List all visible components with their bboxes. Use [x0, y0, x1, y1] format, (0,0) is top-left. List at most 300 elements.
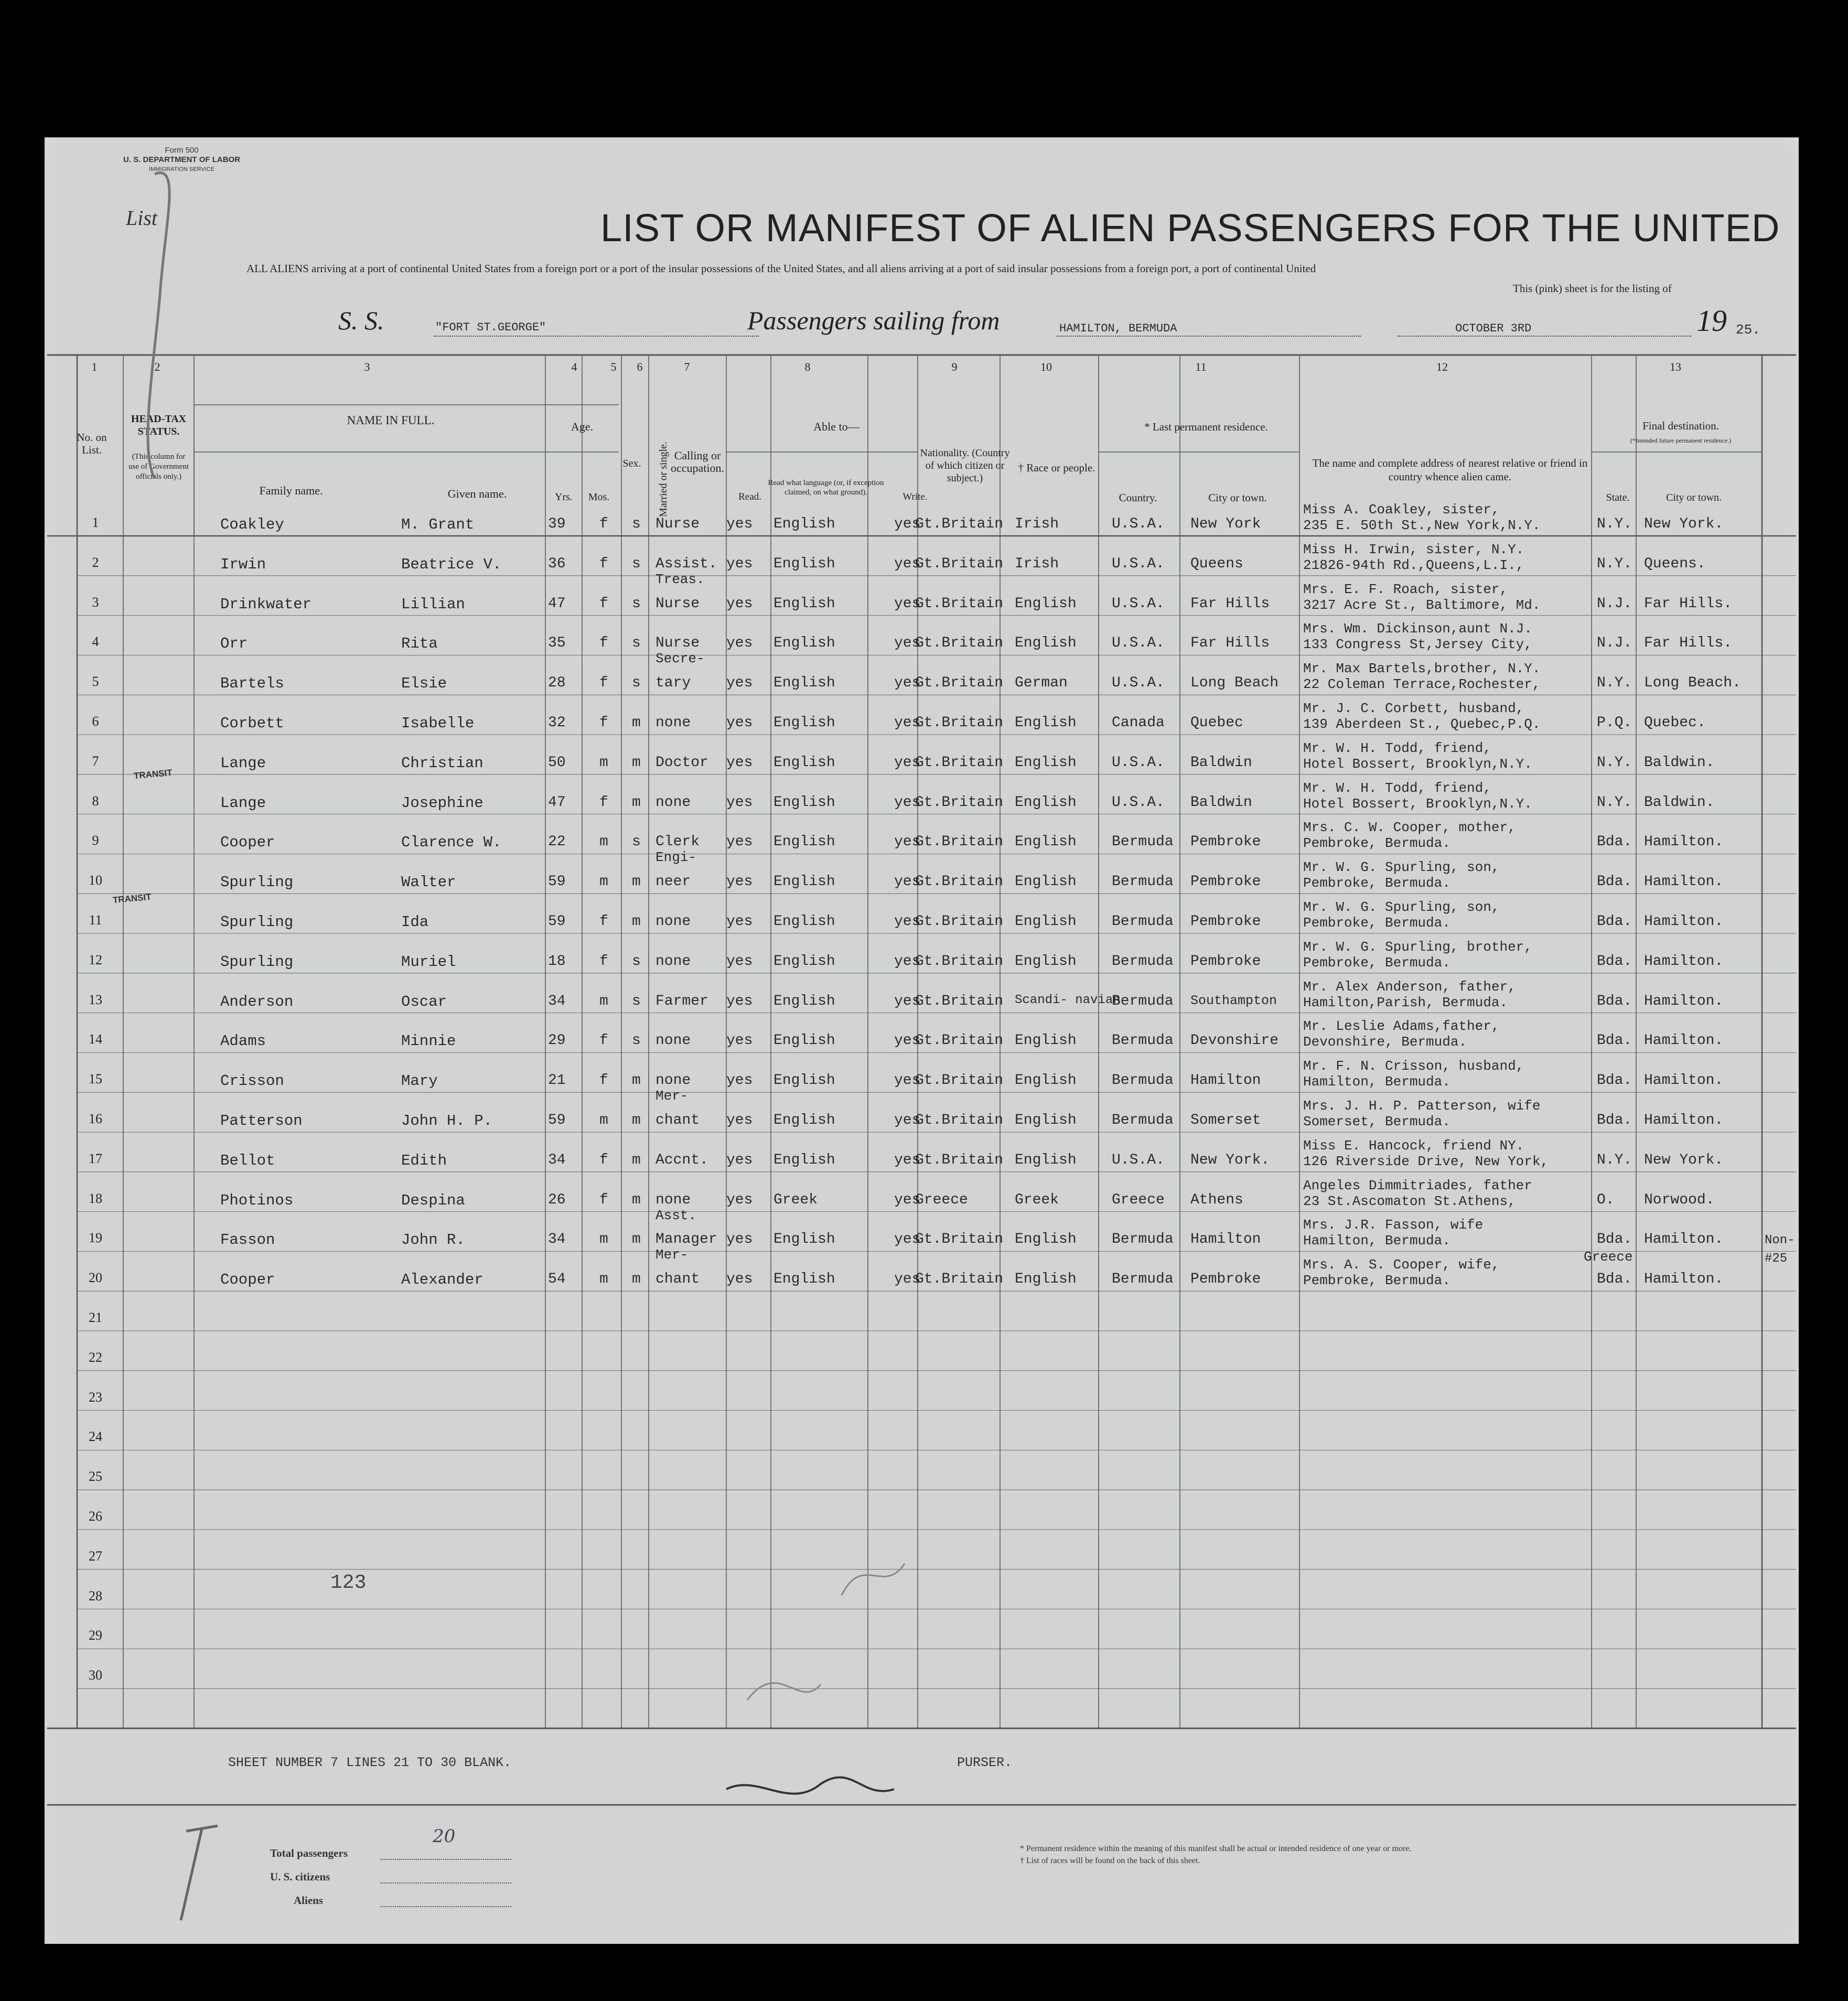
passenger-family-name: Orr: [220, 635, 248, 653]
passenger-dest-city: Norwood.: [1644, 1191, 1715, 1208]
passenger-given-name: Despina: [401, 1191, 465, 1209]
passenger-language: English: [773, 555, 835, 572]
head-tax-note: (This column for use of Government officials only.): [128, 453, 189, 481]
row-number: 28: [89, 1588, 102, 1604]
column-number: 8: [804, 360, 811, 373]
relative-address: 21826-94th Rd.,Queens,L.I.,: [1303, 557, 1524, 573]
passenger-race: English: [1015, 953, 1077, 970]
relative-name: Miss H. Irwin, sister, N.Y.: [1303, 541, 1524, 557]
passenger-city: Devonshire: [1190, 1032, 1279, 1049]
row-number: 4: [92, 634, 99, 650]
passenger-language: English: [773, 675, 835, 692]
transit-stamp: TRANSIT: [133, 767, 173, 781]
passenger-occupation: Clerk: [656, 834, 700, 851]
row-number: 6: [92, 714, 99, 729]
passenger-dest-state: Bda.: [1597, 1112, 1632, 1128]
race-header: † Race or people.: [1018, 461, 1095, 474]
passenger-city: Pembroke: [1190, 1271, 1261, 1288]
last-residence-header: * Last permanent residence.: [1144, 421, 1268, 433]
passenger-dest-state: Bda.: [1597, 953, 1632, 970]
relative-name: Mrs. J. H. P. Patterson, wife: [1303, 1098, 1541, 1114]
passenger-read: yes: [726, 754, 753, 771]
passenger-occupation: none: [656, 1191, 691, 1208]
passenger-read: yes: [726, 1032, 753, 1049]
passenger-marital-status: m: [632, 1112, 641, 1128]
subtitle-line-1: ALL ALIENS arriving at a port of continental United States from a foreign port or a port of the insular possessions of the United States, and all aliens arriving at a port of said insular possessions from a foreign port, a port of continental United: [246, 262, 1316, 275]
column-number: 2: [154, 360, 160, 373]
relative-name: Mrs. Wm. Dickinson,aunt N.J.: [1303, 621, 1532, 637]
passenger-age: 28: [548, 675, 566, 692]
country-header: Country.: [1119, 491, 1157, 504]
passenger-nationality: Greece: [915, 1191, 968, 1208]
passenger-age: 59: [548, 1112, 566, 1128]
passenger-dest-city: Hamilton.: [1644, 834, 1724, 851]
us-citizens-label: U. S. citizens: [270, 1870, 330, 1883]
relative-name: Miss E. Hancock, friend NY.: [1303, 1137, 1524, 1154]
passenger-race: English: [1015, 913, 1077, 930]
column-number: 12: [1436, 360, 1448, 373]
row-number: 20: [89, 1270, 102, 1286]
passenger-marital-status: m: [632, 715, 641, 731]
passenger-read: yes: [726, 874, 753, 890]
able-to-header: Able to—: [813, 420, 859, 433]
passenger-city: Athens: [1190, 1191, 1243, 1208]
sheet-note: SHEET NUMBER 7 LINES 21 TO 30 BLANK.: [228, 1755, 512, 1770]
passenger-city: Quebec: [1190, 715, 1243, 731]
passenger-occupation: none: [656, 794, 691, 811]
column-number: 6: [637, 360, 643, 373]
column-number: 1: [91, 360, 98, 373]
state-header: State.: [1606, 492, 1630, 503]
passenger-given-name: Josephine: [401, 794, 484, 812]
passenger-city: Somerset: [1190, 1112, 1261, 1128]
passenger-occupation-cont: Asst.: [656, 1207, 697, 1223]
passenger-marital-status: m: [632, 1152, 641, 1168]
purser-label: PURSER.: [957, 1755, 1013, 1770]
relative-address: Hotel Bossert, Brooklyn,N.Y.: [1303, 756, 1532, 772]
passenger-sex: f: [599, 1032, 608, 1049]
calling-header: Calling or occupation.: [670, 449, 725, 475]
row-number: 1: [92, 515, 99, 530]
passenger-nationality: Gt.Britain: [915, 595, 1004, 612]
passenger-write: yes: [894, 754, 921, 771]
passenger-language: English: [773, 1231, 835, 1248]
passenger-occupation: Assist.: [656, 555, 717, 572]
passenger-race: English: [1015, 834, 1077, 851]
passenger-occupation: chant: [656, 1271, 700, 1288]
passenger-sex: m: [599, 834, 608, 851]
passenger-family-name: Spurling: [220, 953, 294, 971]
passenger-family-name: Corbett: [220, 715, 284, 732]
passenger-occupation-cont: Mer-: [656, 1247, 689, 1263]
relative-name: Mrs. C. W. Cooper, mother,: [1303, 820, 1516, 836]
passenger-city: Baldwin: [1190, 794, 1252, 811]
row-number: 25: [89, 1469, 102, 1484]
passenger-nationality: Gt.Britain: [915, 754, 1004, 771]
passenger-occupation: Nurse: [656, 635, 700, 652]
final-dest-header: Final destination.: [1642, 419, 1719, 432]
no-on-list-header: No. on List.: [77, 431, 107, 456]
passenger-dest-state: P.Q.: [1597, 715, 1632, 731]
passenger-given-name: John H. P.: [401, 1112, 493, 1129]
passenger-sex: m: [599, 993, 608, 1009]
relative-address: 23 St.Ascomaton St.Athens,: [1303, 1193, 1516, 1209]
passenger-country: Bermuda: [1112, 1271, 1174, 1288]
passenger-sex: f: [599, 635, 608, 652]
passenger-dest-city: Baldwin.: [1644, 754, 1715, 771]
footnote-1: * Permanent residence within the meaning of this manifest shall be actual or intended residence of one year or more.: [1020, 1844, 1412, 1853]
passenger-dest-state: N.J.: [1597, 595, 1632, 612]
passenger-nationality: Gt.Britain: [915, 1152, 1004, 1168]
relative-address: Hotel Bossert, Brooklyn,N.Y.: [1303, 795, 1532, 812]
sailing-label: Passengers sailing from: [747, 306, 1000, 335]
passenger-dest-state: Bda.: [1597, 874, 1632, 890]
row-number: 8: [92, 793, 99, 809]
passenger-race: English: [1015, 1072, 1077, 1089]
passenger-read: yes: [726, 794, 753, 811]
passenger-sex: m: [599, 1271, 608, 1288]
passenger-age: 34: [548, 1231, 566, 1248]
passenger-write: yes: [894, 834, 921, 851]
passenger-occupation: Nurse: [656, 595, 700, 612]
passenger-sex: f: [599, 516, 608, 532]
passenger-dest-city: Long Beach.: [1644, 675, 1741, 692]
passenger-given-name: Muriel: [401, 953, 456, 971]
passenger-dest-state: N.Y.: [1597, 754, 1632, 771]
passenger-race: German: [1015, 675, 1068, 692]
passenger-nationality: Gt.Britain: [915, 993, 1004, 1009]
passenger-dest-state: Bda.: [1597, 1072, 1632, 1089]
passenger-sex: f: [599, 1191, 608, 1208]
handwritten-stroke-annotation: [747, 1564, 905, 1700]
relative-name: Mr. F. N. Crisson, husband,: [1303, 1058, 1524, 1074]
passenger-city: Pembroke: [1190, 834, 1261, 851]
passenger-sex: f: [599, 715, 608, 731]
passenger-marital-status: s: [632, 675, 641, 692]
final-dest-note: (*Intended future permanent residence.): [1630, 437, 1732, 444]
passenger-marital-status: s: [632, 595, 641, 612]
passenger-city: New York: [1190, 516, 1261, 532]
passenger-write: yes: [894, 1271, 921, 1288]
passenger-write: yes: [894, 874, 921, 890]
passenger-read: yes: [726, 1112, 753, 1128]
relative-name: Mr. Alex Anderson, father,: [1303, 978, 1516, 995]
passenger-write: yes: [894, 1191, 921, 1208]
relative-address: 22 Coleman Terrace,Rochester,: [1303, 676, 1541, 693]
form-number: Form 500: [165, 146, 199, 155]
column-number: 7: [684, 360, 690, 373]
mos-header: Mos.: [588, 491, 610, 503]
list-label: List: [126, 206, 158, 230]
passenger-family-name: Drinkwater: [220, 595, 312, 613]
passenger-dest-city: Hamilton.: [1644, 1231, 1724, 1248]
read-header: Read.: [738, 491, 761, 502]
passenger-city: Pembroke: [1190, 874, 1261, 890]
passenger-read: yes: [726, 953, 753, 970]
passenger-read: yes: [726, 555, 753, 572]
passenger-marital-status: m: [632, 1231, 641, 1248]
passenger-occupation-cont: Secre-: [656, 651, 705, 667]
passenger-marital-status: m: [632, 1271, 641, 1288]
relative-name: Mrs. A. S. Cooper, wife,: [1303, 1257, 1500, 1273]
passenger-given-name: Minnie: [401, 1032, 456, 1050]
passenger-dest-state: N.Y.: [1597, 516, 1632, 532]
relative-name: Mr. W. H. Todd, friend,: [1303, 780, 1491, 796]
passenger-language: English: [773, 913, 835, 930]
family-name-header: Family name.: [259, 484, 323, 497]
passenger-city: New York.: [1190, 1152, 1270, 1168]
passenger-dest-state: N.Y.: [1597, 1152, 1632, 1168]
passenger-age: 59: [548, 874, 566, 890]
passenger-dest-city: Hamilton.: [1644, 953, 1724, 970]
passenger-nationality: Gt.Britain: [915, 874, 1004, 890]
passenger-race: English: [1015, 715, 1077, 731]
passenger-given-name: Mary: [401, 1072, 438, 1090]
passenger-race: English: [1015, 754, 1077, 771]
passenger-occupation: Doctor: [656, 754, 708, 771]
row-number: 2: [92, 554, 99, 570]
passenger-sex: m: [599, 1112, 608, 1128]
passenger-city: Long Beach: [1190, 675, 1279, 692]
passenger-read: yes: [726, 1191, 753, 1208]
passenger-family-name: Cooper: [220, 834, 275, 852]
passenger-marital-status: s: [632, 993, 641, 1009]
passenger-country: U.S.A.: [1112, 675, 1165, 692]
passenger-race: English: [1015, 1152, 1077, 1168]
passenger-write: yes: [894, 1231, 921, 1248]
passenger-write: yes: [894, 913, 921, 930]
passenger-city: Southampton: [1190, 993, 1277, 1008]
yrs-header: Yrs.: [555, 491, 573, 503]
passenger-country: U.S.A.: [1112, 595, 1165, 612]
passenger-occupation: none: [656, 953, 691, 970]
passenger-read: yes: [726, 635, 753, 652]
row-number: 11: [89, 912, 102, 928]
passenger-nationality: Gt.Britain: [915, 913, 1004, 930]
ship-name: "FORT ST.GEORGE": [435, 321, 546, 334]
relative-header: The name and complete address of nearest relative or friend in country whence alien came.: [1312, 457, 1588, 483]
passenger-dest-state: Bda.: [1597, 1271, 1632, 1288]
passenger-age: 35: [548, 635, 566, 652]
passenger-occupation: Nurse: [656, 516, 700, 532]
row-number: 3: [92, 594, 99, 610]
relative-address: Pembroke, Bermuda.: [1303, 875, 1451, 891]
handwritten-seven: [181, 1826, 218, 1920]
passenger-write: yes: [894, 953, 921, 970]
relative-name: Mr. W. G. Spurling, son,: [1303, 899, 1500, 915]
row-number: 30: [89, 1668, 102, 1683]
passenger-read: yes: [726, 1271, 753, 1288]
relative-address: Hamilton, Bermuda.: [1303, 1074, 1451, 1090]
passenger-nationality: Gt.Britain: [915, 715, 1004, 731]
passenger-dest-city: Queens.: [1644, 555, 1706, 572]
passenger-sex: f: [599, 1152, 608, 1168]
relative-address: Pembroke, Bermuda.: [1303, 835, 1451, 852]
year-suffix: 25.: [1736, 322, 1760, 338]
passenger-write: yes: [894, 715, 921, 731]
passenger-country: Bermuda: [1112, 913, 1174, 930]
passenger-sex: m: [599, 874, 608, 890]
passenger-dest-state: Bda.: [1597, 834, 1632, 851]
passenger-age: 34: [548, 993, 566, 1009]
relative-address: Somerset, Bermuda.: [1303, 1114, 1451, 1129]
form-dept: U. S. DEPARTMENT OF LABOR: [123, 155, 241, 164]
passenger-dest-state: N.J.: [1597, 635, 1632, 652]
passenger-age: 18: [548, 953, 566, 970]
relative-name: Mr. Leslie Adams,father,: [1303, 1018, 1500, 1035]
passenger-occupation: none: [656, 1072, 691, 1089]
passenger-race: English: [1015, 1112, 1077, 1128]
passenger-marital-status: s: [632, 635, 641, 652]
passenger-language: English: [773, 1271, 835, 1288]
passenger-country: U.S.A.: [1112, 516, 1165, 532]
relative-name: Mrs. E. F. Roach, sister,: [1303, 581, 1508, 597]
passenger-occupation-cont: Mer-: [656, 1088, 689, 1104]
passenger-race: English: [1015, 874, 1077, 890]
passenger-marital-status: m: [632, 754, 641, 771]
passenger-read: yes: [726, 675, 753, 692]
passenger-occupation: tary: [656, 675, 691, 692]
write-header: Write.: [902, 491, 928, 502]
passenger-country: Bermuda: [1112, 874, 1174, 890]
year-prefix: 19: [1696, 304, 1727, 338]
passenger-race: English: [1015, 595, 1077, 612]
manifest-sheet: [45, 137, 1799, 1944]
passenger-nationality: Gt.Britain: [915, 834, 1004, 851]
relative-address: Hamilton,Parish, Bermuda.: [1303, 994, 1508, 1010]
passenger-race: Irish: [1015, 555, 1059, 572]
row-number: 17: [89, 1150, 102, 1166]
passenger-country: U.S.A.: [1112, 1152, 1165, 1168]
relative-address: 133 Congress St,Jersey City,: [1303, 637, 1532, 653]
passenger-age: 26: [548, 1191, 566, 1208]
age-header: Age.: [571, 420, 594, 433]
passenger-country: Bermuda: [1112, 1072, 1174, 1089]
dest-city-header: City or town.: [1666, 492, 1722, 503]
purser-signature: [726, 1777, 894, 1793]
passenger-read: yes: [726, 516, 753, 532]
passenger-family-name: Crisson: [220, 1072, 284, 1090]
passenger-dest-city: New York.: [1644, 1152, 1724, 1168]
passenger-age: 22: [548, 834, 566, 851]
passenger-marital-status: m: [632, 794, 641, 811]
passenger-write: yes: [894, 595, 921, 612]
relative-address: Pembroke, Bermuda.: [1303, 1273, 1451, 1289]
row-number: 15: [89, 1071, 102, 1087]
row-number: 27: [89, 1548, 102, 1564]
passenger-dest-state: N.Y.: [1597, 555, 1632, 572]
passenger-language: English: [773, 635, 835, 652]
passenger-age: 32: [548, 715, 566, 731]
passenger-sex: m: [599, 1231, 608, 1248]
row-number: 21: [89, 1310, 102, 1325]
passenger-given-name: Christian: [401, 754, 484, 772]
non-note: Non-: [1765, 1233, 1795, 1247]
passenger-occupation: none: [656, 913, 691, 930]
passenger-city: Far Hills: [1190, 595, 1270, 612]
passenger-age: 47: [548, 595, 566, 612]
passenger-race: English: [1015, 1032, 1077, 1049]
passenger-given-name: John R.: [401, 1231, 465, 1249]
row-number: 12: [89, 952, 102, 967]
passenger-dest-city: Far Hills.: [1644, 595, 1733, 612]
passenger-family-name: Lange: [220, 794, 266, 812]
name-in-full-header: NAME IN FULL.: [347, 414, 435, 427]
relative-address: Pembroke, Bermuda.: [1303, 915, 1451, 931]
passenger-given-name: Edith: [401, 1152, 447, 1169]
passenger-country: U.S.A.: [1112, 794, 1165, 811]
passenger-dest-city: Hamilton.: [1644, 874, 1724, 890]
passenger-country: Bermuda: [1112, 834, 1174, 851]
passenger-family-name: Fasson: [220, 1231, 275, 1249]
passenger-language: English: [773, 754, 835, 771]
passenger-dest-city: Quebec.: [1644, 715, 1706, 731]
passenger-language: English: [773, 1152, 835, 1168]
passenger-age: 36: [548, 555, 566, 572]
passenger-nationality: Gt.Britain: [915, 1231, 1004, 1248]
greece-note: Greece: [1584, 1249, 1633, 1265]
column-number: 4: [571, 360, 577, 373]
passenger-given-name: Oscar: [401, 993, 447, 1010]
passenger-write: yes: [894, 1152, 921, 1168]
passenger-occupation: Farmer: [656, 993, 708, 1009]
row-number: 16: [89, 1111, 102, 1126]
passenger-occupation: chant: [656, 1112, 700, 1128]
passenger-nationality: Gt.Britain: [915, 794, 1004, 811]
passenger-city: Queens: [1190, 555, 1243, 572]
passenger-marital-status: s: [632, 953, 641, 970]
total-passengers-value: 20: [433, 1826, 456, 1847]
relative-address: Hamilton, Bermuda.: [1303, 1233, 1451, 1249]
passenger-write: yes: [894, 993, 921, 1009]
footnote-2: † List of races will be found on the back of this sheet.: [1020, 1856, 1200, 1865]
relative-name: Mr. W. G. Spurling, son,: [1303, 859, 1500, 876]
row-number: 29: [89, 1628, 102, 1643]
passenger-given-name: Rita: [401, 635, 438, 653]
sex-header: Sex.: [622, 458, 641, 469]
row-number: 7: [92, 753, 99, 769]
passenger-family-name: Bellot: [220, 1152, 275, 1169]
passenger-language: English: [773, 1032, 835, 1049]
passenger-marital-status: m: [632, 1072, 641, 1089]
passenger-language: Greek: [773, 1191, 818, 1208]
passenger-write: yes: [894, 794, 921, 811]
passenger-country: Bermuda: [1112, 1032, 1174, 1049]
passenger-read: yes: [726, 993, 753, 1009]
passenger-write: yes: [894, 516, 921, 532]
passenger-marital-status: s: [632, 1032, 641, 1049]
passenger-read: yes: [726, 595, 753, 612]
passenger-given-name: Isabelle: [401, 715, 475, 732]
form-service: IMMIGRATION SERVICE: [149, 166, 214, 173]
row-number: 24: [89, 1429, 102, 1445]
total-passengers-label: Total passengers: [270, 1847, 348, 1859]
passenger-race: Irish: [1015, 516, 1059, 532]
passenger-language: English: [773, 953, 835, 970]
port-name: HAMILTON, BERMUDA: [1059, 322, 1177, 335]
passenger-given-name: Walter: [401, 874, 456, 891]
row-number: 22: [89, 1349, 102, 1365]
passenger-language: English: [773, 516, 835, 532]
passenger-dest-city: Hamilton.: [1644, 1112, 1724, 1128]
passenger-dest-state: N.Y.: [1597, 675, 1632, 692]
relative-address: 139 Aberdeen St., Quebec,P.Q.: [1303, 716, 1541, 732]
passenger-dest-state: Bda.: [1597, 913, 1632, 930]
row-number: 10: [89, 873, 102, 888]
passenger-race: English: [1015, 635, 1077, 652]
transit-stamp-2: TRANSIT: [112, 891, 152, 906]
passenger-read: yes: [726, 715, 753, 731]
